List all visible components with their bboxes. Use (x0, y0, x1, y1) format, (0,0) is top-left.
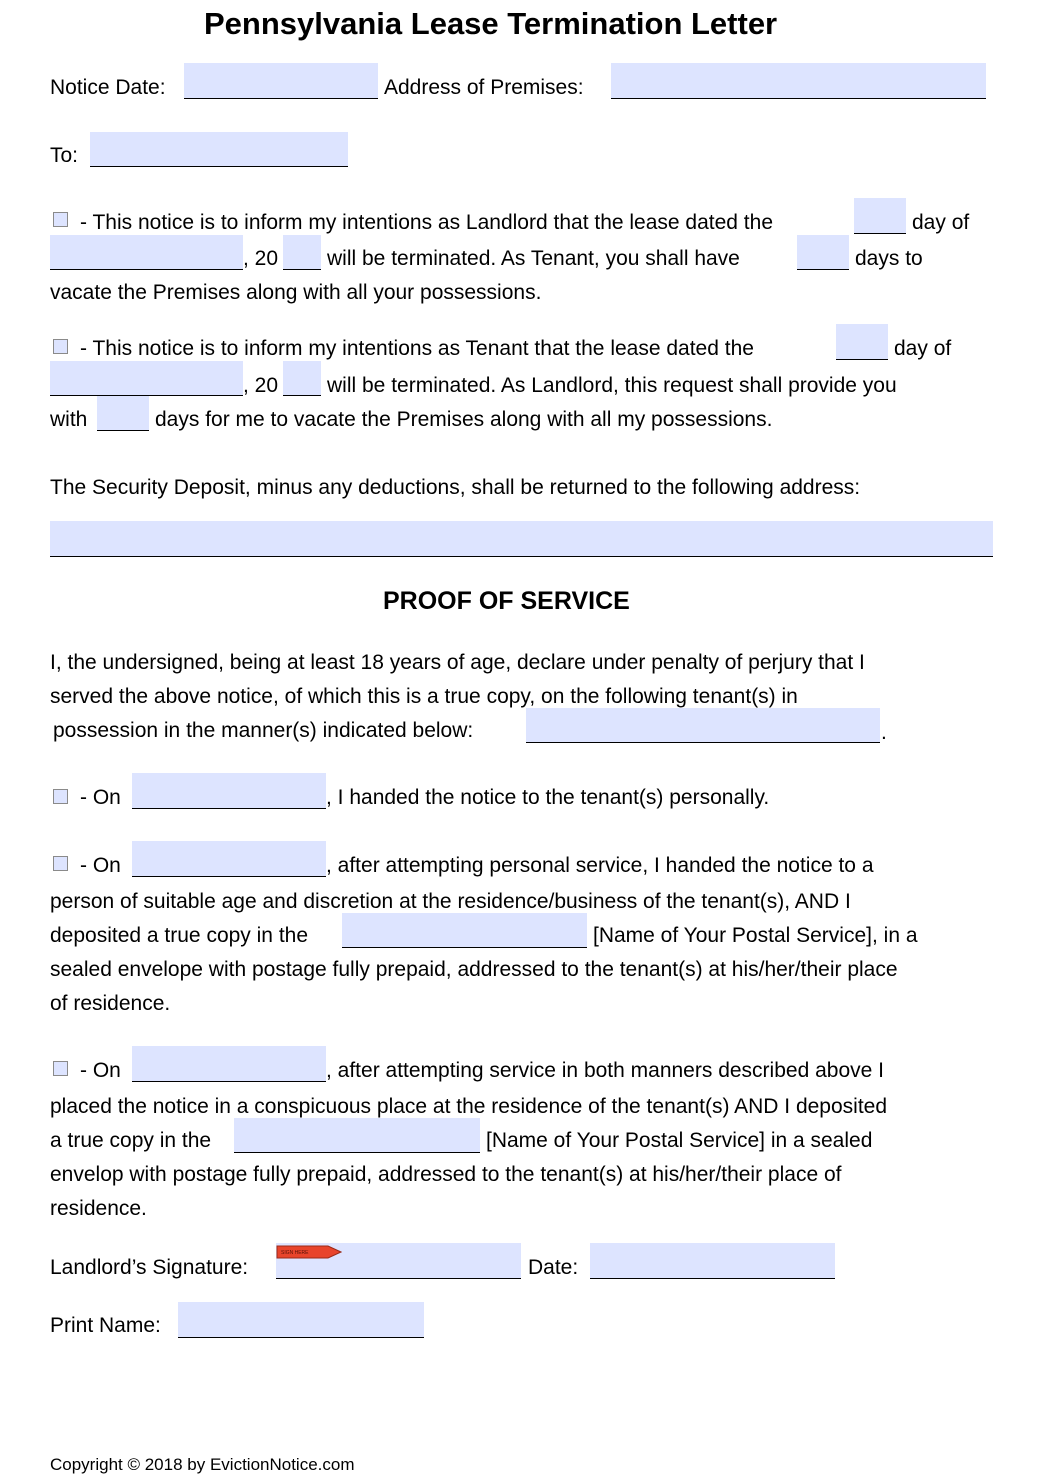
landlord-days-field[interactable] (797, 235, 849, 270)
tenant-terminate-text: will be terminated. As Landlord, this request shall provide you (327, 374, 897, 397)
tenant-option-text: - This notice is to inform my intentions as Tenant that the lease dated the (80, 337, 754, 360)
landlord-days-to-text: days to (855, 247, 923, 270)
to-field[interactable] (90, 132, 348, 167)
service-substitute-line-1: , after attempting personal service, I handed the notice to a (326, 854, 874, 877)
proof-intro-period: . (881, 721, 887, 744)
service-posting-postal-text: [Name of Your Postal Service] in a sealed (486, 1129, 873, 1152)
proof-intro-line-1: I, the undersigned, being at least 18 years of age, declare under penalty of perjury that I (50, 651, 865, 674)
notice-date-label: Notice Date: (50, 76, 166, 99)
service-posting-postal-field[interactable] (234, 1118, 480, 1153)
address-label: Address of Premises: (384, 76, 584, 99)
to-label: To: (50, 144, 79, 167)
landlord-option-text: - This notice is to inform my intentions as Landlord that the lease dated the (80, 211, 773, 234)
service-substitute-checkbox[interactable] (53, 856, 68, 871)
tenant-lease-day-field[interactable] (836, 324, 888, 360)
notice-date-field[interactable] (184, 63, 378, 99)
service-personal-on-text: - On (80, 786, 121, 809)
service-personal-text: , I handed the notice to the tenant(s) personally. (326, 786, 770, 809)
landlord-terminate-text: will be terminated. As Tenant, you shall have (327, 247, 740, 270)
service-posting-date-field[interactable] (132, 1046, 326, 1082)
service-posting-line-4: envelop with postage fully prepaid, addressed to the tenant(s) at his/her/their place of (50, 1163, 842, 1186)
landlord-lease-month-field[interactable] (50, 235, 243, 270)
address-field[interactable] (611, 63, 986, 99)
tenant-lease-year-field[interactable] (283, 361, 321, 396)
service-substitute-postal-field[interactable] (342, 913, 587, 948)
security-deposit-text: The Security Deposit, minus any deductions, shall be returned to the following address: (50, 476, 861, 499)
landlord-lease-year-field[interactable] (283, 235, 321, 270)
sign-here-tag-text: SIGN HERE (281, 1250, 309, 1256)
service-posting-line-3: a true copy in the (50, 1129, 212, 1152)
tenant-with-text: with (50, 408, 88, 431)
service-posting-line-5: residence. (50, 1197, 147, 1220)
landlord-signature-label: Landlord’s Signature: (50, 1256, 249, 1279)
service-personal-checkbox[interactable] (53, 789, 68, 804)
proof-of-service-heading: PROOF OF SERVICE (383, 587, 630, 615)
landlord-lease-day-field[interactable] (854, 198, 906, 234)
document-title: Pennsylvania Lease Termination Letter (204, 6, 778, 41)
landlord-vacate-text: vacate the Premises along with all your possessions. (50, 281, 542, 304)
proof-intro-line-3: possession in the manner(s) indicated below: (53, 719, 474, 742)
service-substitute-postal-text: [Name of Your Postal Service], in a (593, 924, 918, 947)
sign-here-tag-icon (276, 1244, 342, 1260)
tenant-option-checkbox[interactable] (53, 339, 68, 354)
return-address-field[interactable] (50, 521, 993, 557)
tenant-day-of-text: day of (894, 337, 952, 360)
landlord-day-of-text: day of (912, 211, 970, 234)
service-substitute-on-text: - On (80, 854, 121, 877)
tenant-lease-month-field[interactable] (50, 361, 243, 396)
date-label: Date: (528, 1256, 579, 1279)
print-name-label: Print Name: (50, 1314, 161, 1337)
service-substitute-line-3: deposited a true copy in the (50, 924, 309, 947)
signature-date-field[interactable] (590, 1243, 835, 1279)
service-posting-line-2: placed the notice in a conspicuous place at the residence of the tenant(s) AND I deposited (50, 1095, 888, 1118)
tenant-names-field[interactable] (526, 708, 880, 743)
service-personal-date-field[interactable] (132, 773, 326, 809)
tenant-year-prefix: , 20 (243, 374, 279, 397)
landlord-option-checkbox[interactable] (53, 212, 68, 227)
service-substitute-line-5: of residence. (50, 992, 171, 1015)
tenant-vacate-text: days for me to vacate the Premises along with all my possessions. (155, 408, 773, 431)
tenant-days-field[interactable] (97, 396, 149, 431)
copyright-notice: Copyright © 2018 by EvictionNotice.com (50, 1455, 355, 1474)
service-substitute-date-field[interactable] (132, 841, 326, 877)
service-posting-checkbox[interactable] (53, 1061, 68, 1076)
service-posting-on-text: - On (80, 1059, 121, 1082)
print-name-field[interactable] (178, 1302, 424, 1338)
service-substitute-line-4: sealed envelope with postage fully prepaid, addressed to the tenant(s) at his/her/their place (50, 958, 898, 981)
proof-intro-line-2: served the above notice, of which this is a true copy, on the following tenant(s) in (50, 685, 798, 708)
service-substitute-line-2: person of suitable age and discretion at the residence/business of the tenant(s), AND I (50, 890, 851, 913)
service-posting-line-1: , after attempting service in both manners described above I (326, 1059, 884, 1082)
landlord-year-prefix: , 20 (243, 247, 279, 270)
